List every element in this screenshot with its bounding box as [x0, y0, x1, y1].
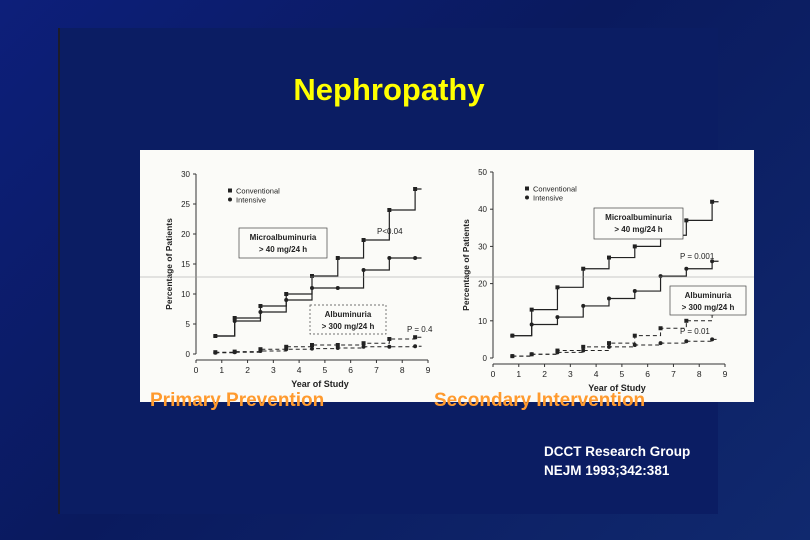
- x-tick-label: 5: [322, 365, 328, 375]
- data-point: [258, 310, 262, 314]
- x-tick-label: 7: [374, 365, 379, 375]
- data-point: [233, 350, 237, 354]
- x-tick-label: 2: [245, 365, 250, 375]
- data-point: [633, 289, 637, 293]
- y-tick-label: 0: [185, 350, 190, 359]
- data-point: [684, 267, 688, 271]
- citation: [544, 442, 690, 480]
- chart-panel-1: [164, 170, 433, 389]
- x-tick-label: 8: [399, 365, 405, 375]
- y-axis-label: Percentage of Patients: [164, 218, 174, 310]
- data-point: [362, 268, 366, 272]
- data-point: [607, 256, 611, 260]
- legend-label: Conventional: [236, 186, 280, 196]
- x-tick-label: 1: [516, 369, 522, 379]
- data-point: [633, 334, 637, 338]
- data-point: [284, 347, 288, 351]
- legend-marker: [525, 187, 529, 191]
- x-tick-label: 0: [193, 365, 199, 375]
- data-point: [510, 334, 514, 338]
- data-point: [258, 304, 262, 308]
- data-point: [387, 256, 391, 260]
- data-point: [336, 256, 340, 260]
- x-tick-label: 9: [722, 369, 728, 379]
- data-point: [413, 335, 417, 339]
- data-point: [336, 286, 340, 290]
- slide-panel: [58, 28, 735, 514]
- y-tick-label: 10: [478, 316, 487, 326]
- y-tick-label: 5: [185, 320, 190, 329]
- legend-marker: [228, 198, 232, 202]
- y-tick-label: 40: [478, 205, 487, 215]
- data-point: [530, 352, 534, 356]
- data-point: [581, 345, 585, 349]
- data-point: [387, 208, 391, 212]
- p-value-albu: P = 0.4: [407, 325, 433, 334]
- x-tick-label: 6: [348, 365, 354, 375]
- data-point: [555, 285, 559, 289]
- data-point: [555, 350, 559, 354]
- y-tick-label: 10: [181, 290, 190, 299]
- x-tick-label: 3: [567, 369, 573, 379]
- chart-panel-2: [461, 168, 746, 393]
- y-tick-label: 50: [478, 168, 487, 177]
- legend-label: Intensive: [533, 193, 564, 203]
- x-tick-label: 9: [425, 365, 431, 375]
- data-point: [581, 304, 585, 308]
- data-point: [336, 346, 340, 350]
- data-point: [284, 292, 288, 296]
- x-axis-label: Year of Study: [588, 383, 646, 393]
- y-tick-label: 20: [181, 230, 190, 239]
- data-point: [413, 344, 417, 348]
- y-tick-label: 0: [482, 354, 487, 363]
- x-tick-label: 4: [593, 369, 599, 379]
- citation-journal: NEJM 1993;342:381: [544, 463, 670, 478]
- p-value-micro: P<0.04: [377, 227, 403, 236]
- data-point: [530, 323, 534, 327]
- data-point: [284, 298, 288, 302]
- data-point: [581, 267, 585, 271]
- x-axis-label: Year of Study: [291, 379, 349, 389]
- legend-marker: [525, 196, 529, 200]
- data-point: [362, 341, 366, 345]
- data-point: [659, 341, 663, 345]
- data-point: [659, 274, 663, 278]
- x-tick-label: 7: [671, 369, 676, 379]
- y-tick-label: 30: [181, 170, 190, 179]
- slide-title: Nephropathy: [293, 72, 485, 107]
- caption-secondary-intervention: Secondary Intervention: [434, 390, 646, 411]
- data-point: [413, 187, 417, 191]
- x-tick-label: 5: [619, 369, 625, 379]
- data-point: [633, 343, 637, 347]
- x-tick-label: 6: [645, 369, 651, 379]
- annotation-micro-threshold: > 40 mg/24 h: [614, 225, 663, 234]
- data-point: [633, 244, 637, 248]
- data-point: [310, 274, 314, 278]
- p-value-micro: P = 0.001: [680, 252, 715, 261]
- data-point: [684, 339, 688, 343]
- data-point: [413, 256, 417, 260]
- data-point: [362, 238, 366, 242]
- charts-svg: [140, 150, 754, 402]
- y-tick-label: 25: [181, 200, 190, 209]
- data-point: [607, 296, 611, 300]
- data-point: [387, 345, 391, 349]
- annotation-albu-threshold: > 300 mg/24 h: [681, 303, 735, 312]
- y-tick-label: 20: [478, 279, 487, 289]
- p-value-albu: P = 0.01: [680, 327, 710, 336]
- annotation-albu-title: Albuminuria: [684, 291, 732, 300]
- legend-label: Conventional: [533, 184, 577, 194]
- annotation-micro-title: Microalbuminuria: [605, 213, 672, 222]
- annotation-albu-title: Albuminuria: [324, 310, 372, 319]
- data-point: [510, 354, 514, 358]
- data-point: [258, 349, 262, 353]
- legend-marker: [228, 189, 232, 193]
- data-point: [387, 337, 391, 341]
- data-point: [362, 345, 366, 349]
- caption-primary-prevention: Primary Prevention: [150, 390, 325, 411]
- data-point: [530, 308, 534, 312]
- x-tick-label: 8: [696, 369, 702, 379]
- y-tick-label: 30: [478, 242, 487, 252]
- data-point: [710, 337, 714, 341]
- data-point: [233, 319, 237, 323]
- data-point: [213, 334, 217, 338]
- data-point: [310, 343, 314, 347]
- annotation-albu-threshold: > 300 mg/24 h: [321, 322, 375, 331]
- citation-group: DCCT Research Group: [544, 444, 691, 459]
- data-point: [310, 347, 314, 351]
- data-point: [555, 315, 559, 319]
- data-point: [607, 341, 611, 345]
- x-tick-label: 2: [542, 369, 547, 379]
- data-point: [710, 200, 714, 204]
- y-axis-label: Percentage of Patients: [461, 219, 471, 311]
- chart-figure: [140, 150, 754, 402]
- x-tick-label: 4: [296, 365, 302, 375]
- x-tick-label: 0: [490, 369, 496, 379]
- data-point: [310, 286, 314, 290]
- x-tick-label: 3: [270, 365, 276, 375]
- data-point: [684, 218, 688, 222]
- legend-label: Intensive: [236, 195, 267, 205]
- annotation-micro-threshold: > 40 mg/24 h: [258, 245, 308, 254]
- data-point: [684, 319, 688, 323]
- data-point: [607, 345, 611, 349]
- annotation-micro-title: Microalbuminuria: [249, 233, 317, 242]
- data-point: [581, 349, 585, 353]
- data-point: [659, 326, 663, 330]
- data-point: [213, 351, 217, 355]
- x-tick-label: 1: [219, 365, 225, 375]
- y-tick-label: 15: [181, 260, 190, 269]
